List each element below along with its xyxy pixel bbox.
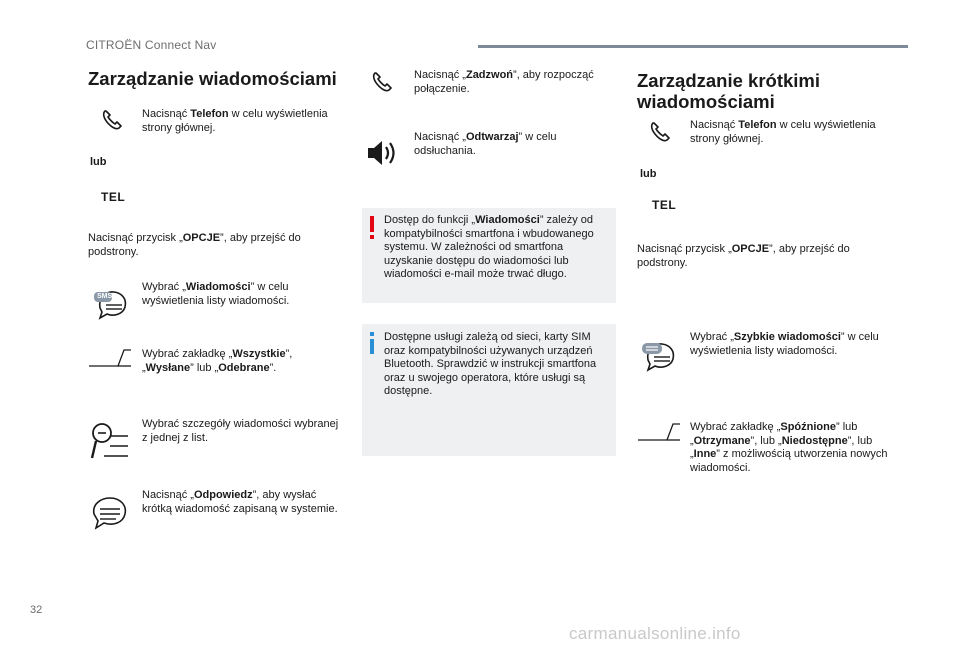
page-number: 32: [30, 604, 43, 616]
tel-button-label: TEL: [652, 198, 677, 212]
info-i-icon: [370, 332, 374, 336]
phone-handset-icon: [100, 108, 124, 132]
tab-bar-icon: [88, 346, 132, 370]
warning-exclamation-icon: [370, 216, 374, 232]
or-label: lub: [640, 168, 657, 180]
step-select-quick-messages: Wybrać „Szybkie wiadomości” w celu wyświetlenia listy wiadomości.: [690, 331, 879, 357]
message-details-icon: [90, 420, 130, 462]
step-press-phone: Nacisnąć Telefon w celu wyświetlenia strony głównej.: [142, 108, 328, 134]
step-select-messages: Wybrać „Wiadomości” w celu wyświetlenia listy wiadomości.: [142, 281, 290, 307]
step-select-tab: Wybrać zakładkę „Spóźnione” lub „Otrzymane”, lub „Niedostępne”, lub „Inne” z możliwością utworzenia nowych wiadomości.: [690, 421, 888, 474]
reply-message-icon: [88, 496, 130, 532]
step-press-call: Nacisnąć „Zadzwoń”, aby rozpocząć połączenie.: [414, 69, 594, 95]
warning-note-text: Dostęp do funkcji „Wiadomości” zależy od kompatybilności smartfona i wbudowanego systemu. W zależności od smartfona uzyskanie dostępu do wiadomości lub wiadomości e-mail może trwać długo.: [384, 214, 594, 280]
quick-messages-icon: [640, 340, 680, 374]
section-heading-messages: Zarządzanie wiadomościami: [88, 68, 337, 89]
watermark: carmanualsonline.info: [569, 624, 741, 643]
sms-badge-label: SMS: [97, 293, 113, 300]
sms-messages-icon: [92, 288, 132, 322]
tel-button-label: TEL: [101, 190, 126, 204]
step-press-play: Nacisnąć „Odtwarzaj” w celu odsłuchania.: [414, 131, 557, 157]
or-label: lub: [90, 156, 107, 168]
info-note-box: [362, 324, 616, 456]
step-select-tab: Wybrać zakładkę „Wszystkie”, „Wysłane” lub „Odebrane”.: [142, 348, 293, 374]
step-select-details: Wybrać szczegóły wiadomości wybranej z jednej z list.: [142, 418, 339, 444]
header-divider-bar: [478, 45, 908, 48]
step-press-options: Nacisnąć przycisk „OPCJE”, aby przejść do podstrony.: [88, 232, 301, 258]
document-header-title: CITROËN Connect Nav: [86, 38, 217, 52]
phone-handset-icon: [648, 120, 672, 144]
warning-note-box: [362, 208, 616, 303]
step-press-reply: Nacisnąć „Odpowiedz”, aby wysłać krótką wiadomość zapisaną w systemie.: [142, 489, 338, 515]
section-heading-short-messages: Zarządzanie krótkimi wiadomościami: [637, 70, 821, 112]
call-handset-icon: [370, 70, 394, 94]
step-press-phone: Nacisnąć Telefon w celu wyświetlenia strony głównej.: [690, 119, 876, 145]
step-press-options: Nacisnąć przycisk „OPCJE”, aby przejść do podstrony.: [637, 243, 850, 269]
speaker-play-icon: [366, 138, 400, 168]
info-note-text: Dostępne usługi zależą od sieci, karty SIM oraz kompatybilności używanych urządzeń Bluetooth. Sprawdzić w instrukcji smartfona oraz u swojego operatora, które usługi są dostępne.: [384, 331, 597, 397]
tab-bar-icon: [637, 420, 681, 444]
